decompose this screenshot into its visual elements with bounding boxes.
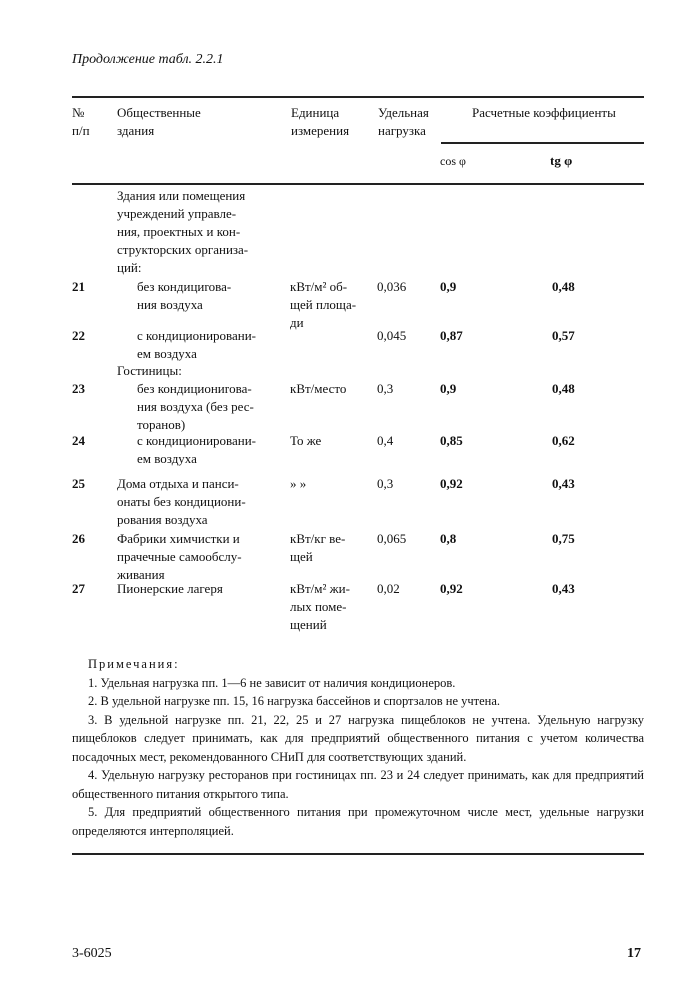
note-item: 5. Для предприятий общественного питания при промежуточном числе мест, удельные нагрузки определяются интерполяцией. [72,805,644,838]
page-number: 17 [627,946,641,961]
row-22-load: 0,045 [377,328,407,343]
header-bottom-rule [72,183,644,185]
row-22-tg: 0,57 [552,328,575,343]
table-top-rule [72,96,644,98]
header-unit: Единица измерения [291,105,350,138]
row-27-unit: кВт/м² жи- лых поме- щений [290,581,350,632]
row-21-num: 21 [72,279,85,294]
row-22-name: с кондиционировани- ем воздуха [137,328,257,361]
group-office-label: Здания или помещения учреждений управле- ния, проектных и кон- структорских организа- ций: [117,188,249,275]
row-24-cos: 0,85 [440,433,463,448]
row-22-cos: 0,87 [440,328,463,343]
row-27-tg: 0,43 [552,581,575,596]
row-26-num: 26 [72,531,85,546]
note-item: 2. В удельной нагрузке пп. 15, 16 нагрузка бассейнов и спортзалов не учтена. [88,694,501,708]
row-24-num: 24 [72,433,85,448]
row-26-unit: кВт/кг ве- щей [290,531,346,564]
row-25-tg: 0,43 [552,476,575,491]
row-25-name: Дома отдыха и панси- онаты без кондициони- рования воздуха [117,476,246,527]
row-27-name: Пионерские лагеря [117,581,223,596]
coef-subrule [441,142,644,144]
row-23-num: 23 [72,381,85,396]
note-item: 4. Удельную нагрузку ресторанов при гостиницах пп. 23 и 24 следует принимать, как для предприятий общественного питания открытого типа. [72,768,644,801]
row-24-unit: То же [290,433,322,448]
header-tg: tg φ [550,153,573,168]
row-23-load: 0,3 [377,381,394,396]
row-21-unit: кВт/м² об- щей площа- ди [290,279,357,330]
header-num: № п/п [72,105,90,138]
document-code: 3-6025 [72,946,112,961]
row-22-num: 22 [72,328,85,343]
row-21-tg: 0,48 [552,279,575,294]
row-23-name: без кондициониrова- ния воздуха (без рес- торанов) [137,381,254,432]
row-26-cos: 0,8 [440,531,457,546]
row-26-tg: 0,75 [552,531,575,546]
row-25-unit: » » [290,476,307,491]
header-cos: cos φ [440,154,466,168]
table-caption: Продолжение табл. 2.2.1 [72,52,224,67]
row-24-name: с кондиционировани- ем воздуха [137,433,257,466]
row-21-load: 0,036 [377,279,407,294]
row-27-cos: 0,92 [440,581,463,596]
note-item: 1. Удельная нагрузка пп. 1—6 не зависит от наличия кондиционеров. [88,675,456,690]
row-23-cos: 0,9 [440,381,457,396]
row-27-num: 27 [72,581,85,596]
header-name: Общественные здания [117,105,201,138]
group-hotels-label: Гостиницы: [117,363,182,378]
row-23-unit: кВт/место [290,381,347,396]
row-25-cos: 0,92 [440,476,463,491]
header-coefficients: Расчетные коэффициенты [472,105,616,120]
row-26-load: 0,065 [377,531,407,546]
row-24-tg: 0,62 [552,433,575,448]
notes [72,655,644,840]
note-item: 3. В удельной нагрузке пп. 21, 22, 25 и 27 нагрузка пищеблоков не учтена. Удельную нагрузку пищеблоков следует принимать, как для предприятий общественного питания с учетом количества посадочных мест, рекомендованного СНиП для соответствующих зданий. [72,712,644,764]
row-25-num: 25 [72,476,85,491]
row-23-tg: 0,48 [552,381,575,396]
row-21-name: без кондициrова- ния воздуха [137,279,232,312]
row-24-load: 0,4 [377,433,394,448]
row-25-load: 0,3 [377,476,394,491]
row-26-name: Фабрики химчистки и прачечные самообслу- живания [117,531,242,582]
row-21-cos: 0,9 [440,279,457,294]
row-27-load: 0,02 [377,581,400,596]
header-load: Удельная нагрузка [378,105,429,138]
notes-title: Примечания: [88,657,180,671]
notes-bottom-rule [72,853,644,855]
